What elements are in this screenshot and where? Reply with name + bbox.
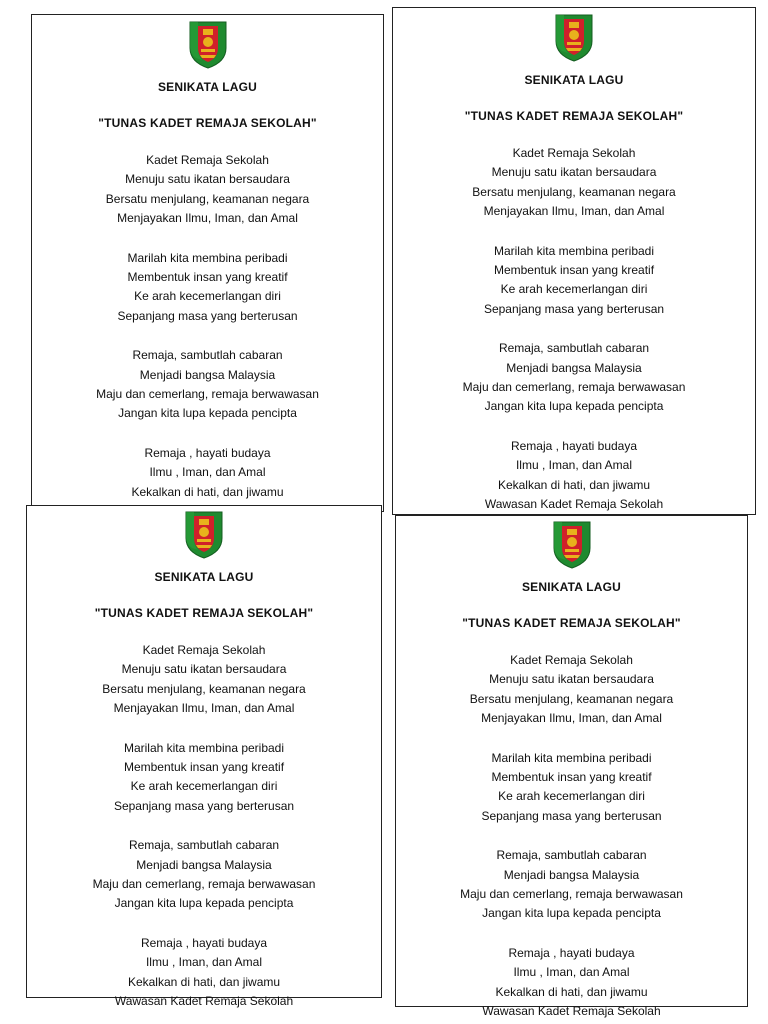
lyric-line: Sepanjang masa yang berterusan <box>481 808 662 823</box>
lyric-line: Remaja , hayati budaya <box>510 438 638 453</box>
lyric-line: Jangan kita lupa kepada pencipta <box>482 906 661 921</box>
lyric-line: Remaja, sambutlah cabaran <box>128 838 280 853</box>
lyric-line: Membentuk insan yang kreatif <box>491 770 652 785</box>
lyric-line: Remaja , hayati budaya <box>144 445 271 460</box>
lyric-line: Menjayakan Ilmu, Iman, dan Amal <box>481 711 662 726</box>
verse-2 <box>27 739 381 817</box>
verse-4 <box>396 944 747 1022</box>
lyrics-card-3 <box>26 505 382 1009</box>
song-title: "TUNAS KADET REMAJA SEKOLAH" <box>94 606 314 620</box>
lyric-line: Kekalkan di hati, dan jiwamu <box>131 484 284 499</box>
lyric-line: Menuju satu ikatan bersaudara <box>491 165 657 180</box>
lyric-line: Wawasan Kadet Remaja Sekolah <box>482 1004 661 1019</box>
lyric-line: Ilmu , Iman, dan Amal <box>513 965 630 980</box>
lyric-line: Sepanjang masa yang berterusan <box>113 798 295 813</box>
song-label: SENIKATA LAGU <box>521 580 622 594</box>
lyric-line: Kekalkan di hati, dan jiwamu <box>495 984 648 999</box>
lyric-line: Marilah kita membina peribadi <box>491 750 652 765</box>
verse-3 <box>393 339 755 417</box>
lyric-line: Menuju satu ikatan bersaudara <box>489 672 654 687</box>
lyric-line: Menjayakan Ilmu, Iman, dan Amal <box>483 204 665 219</box>
verse-2 <box>396 749 747 827</box>
verse-2 <box>393 242 755 320</box>
lyric-line: Marilah kita membina peribadi <box>493 243 655 258</box>
lyrics-card-1 <box>31 14 384 512</box>
crest-logo-icon <box>182 508 226 560</box>
lyric-line: Menuju satu ikatan bersaudara <box>125 172 290 187</box>
verse-1 <box>393 144 755 222</box>
verse-3 <box>27 836 381 914</box>
lyric-line: Remaja, sambutlah cabaran <box>496 848 647 863</box>
lyric-line: Marilah kita membina peribadi <box>127 250 288 265</box>
lyric-line: Remaja, sambutlah cabaran <box>498 341 650 356</box>
lyric-line: Menjadi bangsa Malaysia <box>506 360 642 375</box>
lyric-line: Maju dan cemerlang, remaja berwawasan <box>92 877 316 892</box>
lyric-line: Ke arah kecemerlangan diri <box>500 282 648 297</box>
lyric-line: Kekalkan di hati, dan jiwamu <box>497 477 651 492</box>
lyric-line: Membentuk insan yang kreatif <box>127 270 288 285</box>
lyric-line: Wawasan Kadet Remaja Sekolah <box>114 994 294 1009</box>
song-label: SENIKATA LAGU <box>154 570 254 584</box>
song-title: "TUNAS KADET REMAJA SEKOLAH" <box>462 616 681 630</box>
crest-logo-icon <box>186 18 230 70</box>
lyric-line: Membentuk insan yang kreatif <box>493 263 655 278</box>
lyric-line: Menuju satu ikatan bersaudara <box>121 662 287 677</box>
crest-logo-icon <box>550 518 594 570</box>
lyric-line: Sepanjang masa yang berterusan <box>483 301 665 316</box>
lyric-line: Wawasan Kadet Remaja Sekolah <box>484 497 664 512</box>
song-label: SENIKATA LAGU <box>524 73 624 87</box>
lyric-line: Ilmu , Iman, dan Amal <box>515 458 633 473</box>
lyric-line: Jangan kita lupa kepada pencipta <box>118 406 297 421</box>
lyric-line: Bersatu menjulang, keamanan negara <box>102 681 306 696</box>
lyric-line: Bersatu menjulang, keamanan negara <box>472 184 676 199</box>
lyrics-card-2 <box>392 7 756 515</box>
lyric-line: Sepanjang masa yang berterusan <box>117 308 298 323</box>
lyric-line: Menjadi bangsa Malaysia <box>136 857 272 872</box>
lyric-line: Bersatu menjulang, keamanan negara <box>105 191 310 206</box>
lyric-line: Kadet Remaja Sekolah <box>510 653 633 667</box>
crest-logo-icon <box>552 11 596 63</box>
verse-3 <box>32 346 383 424</box>
lyric-line: Menjayakan Ilmu, Iman, dan Amal <box>117 211 298 226</box>
verse-1 <box>27 641 381 719</box>
lyric-line: Menjadi bangsa Malaysia <box>503 867 640 882</box>
verse-4 <box>27 934 381 1012</box>
lyric-line: Ke arah kecemerlangan diri <box>498 789 645 804</box>
verse-2 <box>32 249 383 327</box>
verse-1 <box>32 151 383 229</box>
lyric-line: Ilmu , Iman, dan Amal <box>149 465 266 480</box>
verse-1 <box>396 651 747 729</box>
lyric-line: Menjadi bangsa Malaysia <box>139 367 276 382</box>
lyric-line: Bersatu menjulang, keamanan negara <box>469 691 674 706</box>
lyric-line: Jangan kita lupa kepada pencipta <box>484 399 664 414</box>
lyric-line: Kadet Remaja Sekolah <box>142 643 266 657</box>
lyrics-card-4 <box>395 515 748 1019</box>
lyric-line: Ilmu , Iman, dan Amal <box>145 955 263 970</box>
lyric-line: Ke arah kecemerlangan diri <box>130 779 278 794</box>
lyric-line: Remaja , hayati budaya <box>140 935 268 950</box>
lyric-line: Membentuk insan yang kreatif <box>123 760 285 775</box>
lyric-line: Remaja , hayati budaya <box>508 945 635 960</box>
lyric-line: Kekalkan di hati, dan jiwamu <box>127 974 281 989</box>
lyric-line: Marilah kita membina peribadi <box>123 740 285 755</box>
lyric-line: Remaja, sambutlah cabaran <box>132 348 283 363</box>
lyric-line: Menjayakan Ilmu, Iman, dan Amal <box>113 701 295 716</box>
song-label: SENIKATA LAGU <box>157 80 258 94</box>
lyric-line: Kadet Remaja Sekolah <box>146 153 269 167</box>
lyric-line: Maju dan cemerlang, remaja berwawasan <box>462 380 686 395</box>
song-title: "TUNAS KADET REMAJA SEKOLAH" <box>464 109 684 123</box>
lyric-line: Maju dan cemerlang, remaja berwawasan <box>96 387 319 402</box>
song-title: "TUNAS KADET REMAJA SEKOLAH" <box>98 116 317 130</box>
lyric-line: Ke arah kecemerlangan diri <box>134 289 281 304</box>
lyric-line: Kadet Remaja Sekolah <box>512 146 636 160</box>
lyric-line: Jangan kita lupa kepada pencipta <box>114 896 294 911</box>
verse-3 <box>396 846 747 924</box>
verse-4 <box>393 437 755 515</box>
lyric-line: Maju dan cemerlang, remaja berwawasan <box>460 887 683 902</box>
